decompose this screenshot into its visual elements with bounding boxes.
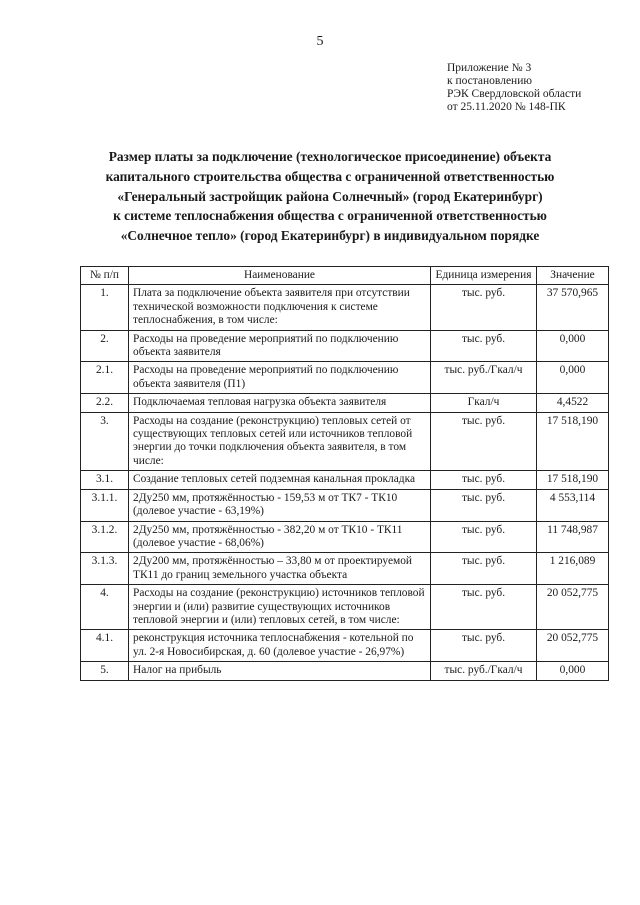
title-line: «Генеральный застройщик района Солнечный» (город Екатеринбург) (117, 188, 543, 204)
table-row (81, 521, 609, 553)
appendix-line: от 25.11.2020 № 148-ПК (447, 101, 566, 113)
row-value: 17 518,190 (537, 412, 609, 471)
row-value: 11 748,987 (537, 521, 609, 553)
table-row (81, 585, 609, 630)
row-name: 2Ду250 мм, протяжённостью - 382,20 м от ТК10 - ТК11 (долевое участие - 68,06%) (129, 521, 431, 553)
appendix-reference (447, 62, 581, 114)
row-unit: тыс. руб. (431, 330, 537, 362)
row-name: Расходы на создание (реконструкцию) тепловых сетей от существующих тепловых сетей или источников тепловой энергии до точки подключения объекта заявителя, в том числе: (129, 412, 431, 471)
row-unit: Гкал/ч (431, 394, 537, 412)
row-name: Расходы на создание (реконструкцию) источников тепловой энергии и (или) развитие существующих источников тепловой энергии и (или) тепловых сетей, в том числе: (129, 585, 431, 630)
table-row (81, 662, 609, 680)
row-unit: тыс. руб. (431, 521, 537, 553)
row-number: 1. (81, 285, 129, 330)
row-unit: тыс. руб. (431, 285, 537, 330)
row-value: 4 553,114 (537, 489, 609, 521)
row-unit: тыс. руб./Гкал/ч (431, 362, 537, 394)
header-unit: Единица измерения (431, 267, 537, 285)
row-name: Плата за подключение объекта заявителя при отсутствии технической возможности подключения к системе теплоснабжения, в том числе: (129, 285, 431, 330)
title-line: Размер платы за подключение (технологическое присоединение) объекта (108, 149, 552, 164)
row-name: Расходы на проведение мероприятий по подключению объекта заявителя (129, 330, 431, 362)
row-unit: тыс. руб./Гкал/ч (431, 662, 537, 680)
title-line: «Солнечное тепло» (город Екатеринбург) в индивидуальном порядке (120, 228, 540, 244)
row-number: 3.1. (81, 471, 129, 489)
table-row (81, 330, 609, 362)
row-name: Подключаемая тепловая нагрузка объекта заявителя (129, 394, 431, 412)
table-header-row (81, 267, 609, 285)
row-unit: тыс. руб. (431, 412, 537, 471)
row-unit: тыс. руб. (431, 489, 537, 521)
row-name: Расходы на проведение мероприятий по подключению объекта заявителя (П1) (129, 362, 431, 394)
appendix-line: Приложение № 3 (447, 62, 532, 74)
fee-table (80, 266, 609, 681)
table-row (81, 362, 609, 394)
row-name: Налог на прибыль (129, 662, 431, 680)
row-number: 3.1.1. (81, 489, 129, 521)
row-name: 2Ду250 мм, протяжённостью - 159,53 м от ТК7 - ТК10 (долевое участие - 63,19%) (129, 489, 431, 521)
row-unit: тыс. руб. (431, 471, 537, 489)
row-number: 4.1. (81, 630, 129, 662)
table-row (81, 489, 609, 521)
header-value: Значение (537, 267, 609, 285)
row-name: Создание тепловых сетей подземная канальная прокладка (129, 471, 431, 489)
row-name: реконструкция источника теплоснабжения - котельной по ул. 2-я Новосибирская, д. 60 (долевое участие - 26,97%) (129, 630, 431, 662)
row-unit: тыс. руб. (431, 553, 537, 585)
row-value: 4,4522 (537, 394, 609, 412)
row-unit: тыс. руб. (431, 630, 537, 662)
table-row (81, 394, 609, 412)
row-number: 4. (81, 585, 129, 630)
row-value: 17 518,190 (537, 471, 609, 489)
row-number: 2.1. (81, 362, 129, 394)
row-number: 2. (81, 330, 129, 362)
row-value: 0,000 (537, 362, 609, 394)
row-unit: тыс. руб. (431, 585, 537, 630)
appendix-line: к постановлению (447, 75, 532, 87)
row-value: 20 052,775 (537, 585, 609, 630)
table-row (81, 412, 609, 471)
row-value: 20 052,775 (537, 630, 609, 662)
document-title (70, 147, 590, 246)
header-name: Наименование (129, 267, 431, 285)
header-num: № п/п (81, 267, 129, 285)
row-number: 5. (81, 662, 129, 680)
row-name: 2Ду200 мм, протяжённостью – 33,80 м от проектируемой ТК11 до границ земельного участка объекта (129, 553, 431, 585)
table-row (81, 630, 609, 662)
row-value: 0,000 (537, 662, 609, 680)
row-value: 1 216,089 (537, 553, 609, 585)
row-value: 37 570,965 (537, 285, 609, 330)
row-number: 3.1.3. (81, 553, 129, 585)
row-value: 0,000 (537, 330, 609, 362)
table-body (81, 285, 609, 680)
appendix-line: РЭК Свердловской области (447, 88, 582, 100)
title-line: капитального строительства общества с ограниченной ответственностью (105, 168, 555, 184)
table-row (81, 285, 609, 330)
row-number: 3. (81, 412, 129, 471)
title-line: к системе теплоснабжения общества с ограниченной ответственностью (113, 208, 547, 224)
page-number: 5 (316, 34, 324, 49)
table-row (81, 553, 609, 585)
table-row (81, 471, 609, 489)
row-number: 2.2. (81, 394, 129, 412)
row-number: 3.1.2. (81, 521, 129, 553)
